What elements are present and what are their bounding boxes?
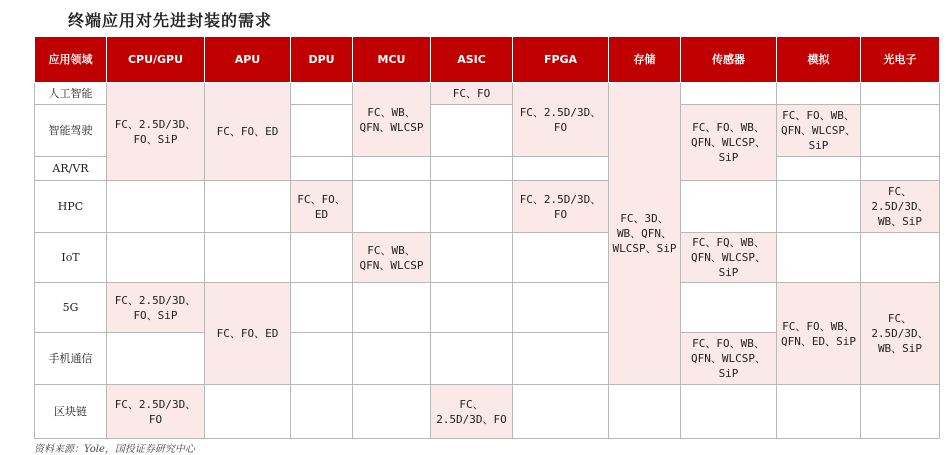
header-row	[35, 37, 940, 83]
empty-cell	[777, 233, 861, 283]
cell-optoelectronics: FC、2.5D/3D、WB、SiP	[861, 181, 940, 233]
empty-cell	[861, 105, 940, 157]
table-row	[35, 233, 940, 283]
empty-cell	[777, 181, 861, 233]
cell-cpu-gpu: FC、2.5D/3D、FO、SiP	[107, 83, 205, 181]
packaging-demand-table	[34, 36, 940, 439]
cell-asic: FC、2.5D/3D、FO	[431, 385, 513, 439]
empty-cell	[353, 333, 431, 385]
cell-optoelectronics: FC、2.5D/3D、WB、SiP	[861, 283, 940, 385]
cell-sensor: FC、FO、WB、QFN、WLCSP、SiP	[681, 105, 777, 181]
empty-cell	[861, 157, 940, 181]
empty-cell	[205, 385, 291, 439]
empty-cell	[431, 233, 513, 283]
cell-sensor: FC、FO、WB、QFN、WLCSP、SiP	[681, 333, 777, 385]
row-header: AR/VR	[35, 157, 107, 181]
cell-asic: FC、FO	[431, 83, 513, 105]
cell-mcu: FC、WB、QFN、WLCSP	[353, 83, 431, 157]
cell-memory: FC、3D、WB、QFN、WLCSP、SiP	[609, 83, 681, 385]
table-row	[35, 283, 940, 333]
empty-cell	[291, 385, 353, 439]
empty-cell	[353, 157, 431, 181]
header-cell: 光电子	[861, 37, 940, 83]
page-title: 终端应用对先进封装的需求	[68, 11, 273, 30]
empty-cell	[291, 157, 353, 181]
empty-cell	[431, 333, 513, 385]
row-header: 智能驾驶	[35, 105, 107, 157]
row-header: 区块链	[35, 385, 107, 439]
empty-cell	[107, 181, 205, 233]
empty-cell	[513, 333, 609, 385]
row-header: 人工智能	[35, 83, 107, 105]
empty-cell	[861, 233, 940, 283]
cell-sensor: FC、FQ、WB、QFN、WLCSP、SiP	[681, 233, 777, 283]
empty-cell	[513, 233, 609, 283]
header-cell: APU	[205, 37, 291, 83]
row-header: 手机通信	[35, 333, 107, 385]
empty-cell	[431, 157, 513, 181]
cell-analog: FC、FO、WB、QFN、ED、SiP	[777, 283, 861, 385]
row-header: IoT	[35, 233, 107, 283]
empty-cell	[777, 83, 861, 105]
empty-cell	[291, 283, 353, 333]
empty-cell	[291, 333, 353, 385]
empty-cell	[107, 233, 205, 283]
empty-cell	[513, 157, 609, 181]
header-cell: DPU	[291, 37, 353, 83]
header-cell: CPU/GPU	[107, 37, 205, 83]
empty-cell	[431, 105, 513, 157]
empty-cell	[681, 283, 777, 333]
cell-dpu: FC、FO、ED	[291, 181, 353, 233]
empty-cell	[861, 385, 940, 439]
cell-fpga: FC、2.5D/3D、FO	[513, 181, 609, 233]
empty-cell	[353, 385, 431, 439]
empty-cell	[431, 181, 513, 233]
header-cell: FPGA	[513, 37, 609, 83]
empty-cell	[431, 283, 513, 333]
empty-cell	[513, 385, 609, 439]
header-cell: ASIC	[431, 37, 513, 83]
cell-mcu: FC、WB、QFN、WLCSP	[353, 233, 431, 283]
table-row	[35, 181, 940, 233]
row-header: 5G	[35, 283, 107, 333]
cell-analog: FC、FO、WB、QFN、WLCSP、SiP	[777, 105, 861, 157]
table-row	[35, 385, 940, 439]
empty-cell	[107, 333, 205, 385]
empty-cell	[353, 181, 431, 233]
table-row	[35, 83, 940, 105]
empty-cell	[205, 181, 291, 233]
empty-cell	[681, 385, 777, 439]
source-note: 资料来源：Yole，国投证券研究中心	[34, 444, 195, 455]
header-cell: 存储	[609, 37, 681, 83]
cell-cpu-gpu: FC、2.5D/3D、FO	[107, 385, 205, 439]
header-cell: 传感器	[681, 37, 777, 83]
cell-apu: FC、FO、ED	[205, 283, 291, 385]
empty-cell	[609, 385, 681, 439]
empty-cell	[291, 233, 353, 283]
row-header: HPC	[35, 181, 107, 233]
empty-cell	[205, 233, 291, 283]
header-cell: MCU	[353, 37, 431, 83]
empty-cell	[513, 283, 609, 333]
empty-cell	[353, 283, 431, 333]
empty-cell	[861, 83, 940, 105]
empty-cell	[291, 83, 353, 105]
empty-cell	[681, 181, 777, 233]
cell-apu: FC、FO、ED	[205, 83, 291, 181]
empty-cell	[777, 385, 861, 439]
empty-cell	[681, 83, 777, 105]
empty-cell	[777, 157, 861, 181]
header-cell: 模拟	[777, 37, 861, 83]
header-cell: 应用领域	[35, 37, 107, 83]
cell-cpu-gpu: FC、2.5D/3D、FO、SiP	[107, 283, 205, 333]
cell-fpga: FC、2.5D/3D、FO	[513, 83, 609, 157]
empty-cell	[291, 105, 353, 157]
